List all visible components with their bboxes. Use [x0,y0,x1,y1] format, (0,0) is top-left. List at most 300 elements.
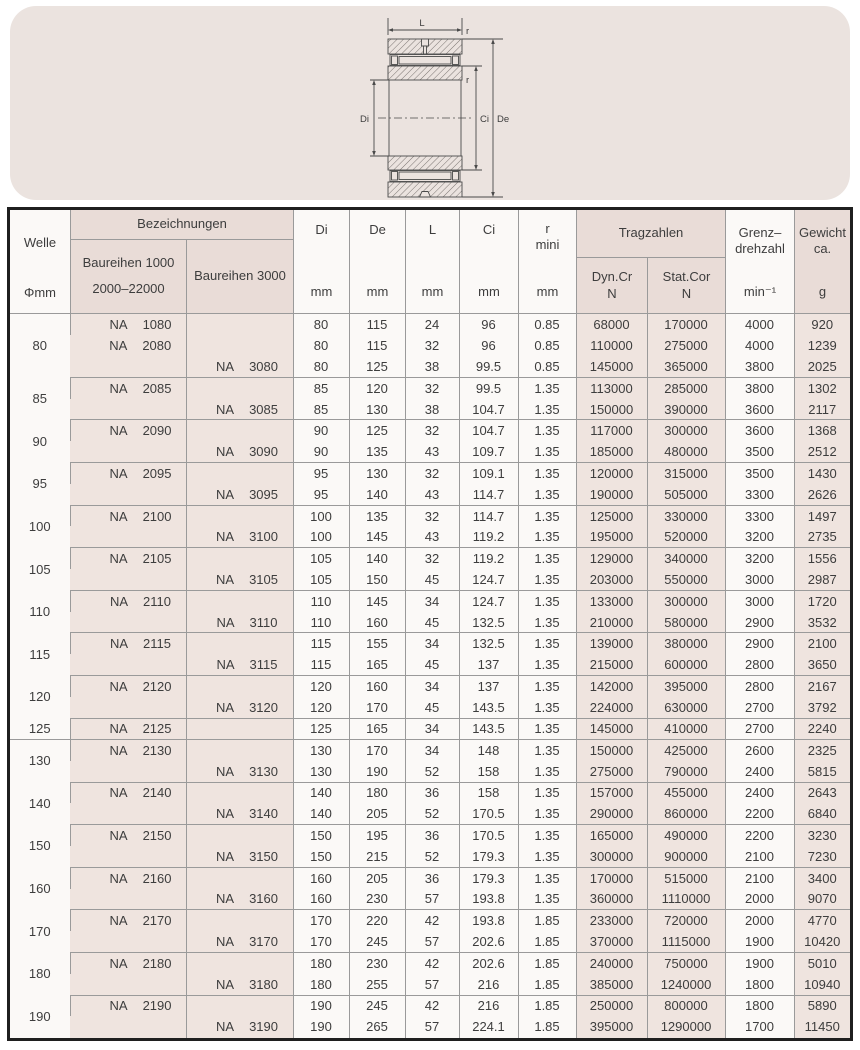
r-cell: 1.85 [518,995,576,1016]
bearing-code: 3095 [249,486,278,502]
diagram-label-r-inner: r [466,75,470,86]
dyn-cell: 370000 [576,931,647,952]
table-body [10,313,850,1038]
gewicht-cell: 1368 [794,420,850,441]
l-cell: 34 [405,718,459,739]
dyn-cell: 113000 [576,377,647,398]
b3000-cell [186,505,293,526]
l-cell: 45 [405,569,459,590]
de-cell: 120 [349,377,405,398]
l-cell: 24 [405,314,459,335]
b1000-cell [70,590,186,611]
stat-cell: 800000 [647,995,725,1016]
stat-cell: 340000 [647,548,725,569]
stat-cell: 720000 [647,910,725,931]
series-prefix: NA [109,742,128,758]
b3000-cell [186,761,293,782]
welle-cell: 140 [28,795,51,811]
gewicht-cell: 2987 [794,569,850,590]
welle-cell: 105 [28,561,51,577]
b1000-cell [70,356,186,377]
series-prefix: NA [109,551,128,567]
r-cell: 1.35 [518,846,576,867]
table-row [10,782,850,803]
di-cell: 100 [293,505,349,526]
de-cell: 265 [349,1016,405,1037]
bearing-code: 2180 [142,955,172,971]
b1000-cell [70,867,186,888]
b3000-cell [186,782,293,803]
bearing-code: 3180 [249,976,278,992]
de-cell: 230 [349,889,405,910]
ci-cell: 158 [459,761,518,782]
di-cell: 125 [293,718,349,739]
bearing-code: 2125 [142,721,172,737]
series-prefix: NA [216,657,235,673]
b3000-cell [186,889,293,910]
gewicht-cell: 2735 [794,526,850,547]
bearing-cross-section-diagram [356,10,516,202]
b3000-cell [186,697,293,718]
b1000-cell [70,654,186,675]
grenz-cell: 3600 [725,399,794,420]
de-cell: 205 [349,867,405,888]
de-cell: 115 [349,335,405,356]
b1000-cell [70,782,186,803]
r-cell: 1.35 [518,463,576,484]
di-cell: 115 [293,654,349,675]
de-cell: 170 [349,697,405,718]
di-cell: 80 [293,356,349,377]
de-cell: 180 [349,782,405,803]
gewicht-cell: 1430 [794,463,850,484]
dyn-cell: 240000 [576,952,647,973]
b3000-cell [186,463,293,484]
series-prefix: NA [109,678,128,694]
de-cell: 230 [349,952,405,973]
b1000-cell [70,612,186,633]
stat-cell: 480000 [647,441,725,462]
grenz-cell: 2100 [725,846,794,867]
welle-cell: 160 [28,881,51,897]
table-header [10,210,850,313]
welle-cell: 110 [29,604,51,620]
welle-cell: 180 [28,966,51,982]
series-prefix: NA [109,508,128,524]
b3000-cell [186,867,293,888]
b1000-cell [70,484,186,505]
b1000-cell [70,718,186,739]
stat-cell: 170000 [647,314,725,335]
di-cell: 120 [293,676,349,697]
ci-cell: 119.2 [459,548,518,569]
de-cell: 130 [349,399,405,420]
di-cell: 180 [293,952,349,973]
ci-cell: 193.8 [459,889,518,910]
b1000-cell [70,974,186,995]
l-cell: 32 [405,335,459,356]
dyn-cell: 145000 [576,356,647,377]
gewicht-cell: 1720 [794,590,850,611]
l-cell: 36 [405,867,459,888]
table-row [10,420,850,441]
welle-cell: 115 [29,646,51,662]
bearing-code: 2130 [142,742,172,758]
de-cell: 155 [349,633,405,654]
de-cell: 245 [349,931,405,952]
di-cell: 190 [293,1016,349,1037]
ci-cell: 114.7 [459,505,518,526]
b3000-cell [186,910,293,931]
b1000-cell [70,910,186,931]
di-cell: 170 [293,931,349,952]
b3000-cell [186,825,293,846]
stat-cell: 300000 [647,420,725,441]
welle-cell: 190 [28,1008,51,1024]
ci-cell: 132.5 [459,633,518,654]
b1000-cell [70,548,186,569]
gewicht-cell: 2167 [794,676,850,697]
de-cell: 125 [349,420,405,441]
di-cell: 115 [293,633,349,654]
b1000-cell [70,1016,186,1037]
b3000-cell [186,356,293,377]
di-cell: 190 [293,995,349,1016]
ci-cell: 158 [459,782,518,803]
table-row [10,633,850,654]
stat-cell: 1110000 [647,889,725,910]
stat-cell: 425000 [647,739,725,760]
table-row [10,676,850,697]
gewicht-cell: 3230 [794,825,850,846]
di-cell: 85 [293,399,349,420]
gewicht-cell: 920 [794,314,850,335]
ci-cell: 179.3 [459,867,518,888]
di-cell: 130 [293,761,349,782]
stat-cell: 790000 [647,761,725,782]
b1000-cell [70,676,186,697]
de-cell: 160 [349,612,405,633]
series-prefix: NA [216,358,235,374]
diagram-label-di: Di [360,114,369,125]
l-cell: 42 [405,910,459,931]
gewicht-cell: 3792 [794,697,850,718]
series-prefix: NA [216,699,235,715]
series-prefix: NA [109,913,128,929]
ci-cell: 109.1 [459,463,518,484]
b1000-cell [70,739,186,760]
table-row [10,441,850,462]
l-cell: 45 [405,654,459,675]
gewicht-cell: 1497 [794,505,850,526]
l-cell: 57 [405,974,459,995]
bearing-code: 2100 [142,508,172,524]
r-cell: 1.85 [518,974,576,995]
de-cell: 165 [349,654,405,675]
series-prefix: NA [109,423,128,439]
r-cell: 1.35 [518,889,576,910]
series-prefix: NA [216,401,235,417]
diagram-label-r-top: r [466,26,470,37]
table-row [10,654,850,675]
di-cell: 150 [293,846,349,867]
series-prefix: NA [109,998,128,1014]
table-row [10,356,850,377]
series-prefix: NA [216,529,235,545]
di-cell: 110 [293,590,349,611]
ci-cell: 143.5 [459,697,518,718]
grenz-cell: 2200 [725,825,794,846]
stat-cell: 630000 [647,697,725,718]
bearing-data-table [7,207,853,1041]
di-cell: 80 [293,335,349,356]
b3000-cell [186,420,293,441]
de-cell: 125 [349,356,405,377]
b1000-cell [70,569,186,590]
r-cell: 1.35 [518,548,576,569]
de-cell: 145 [349,590,405,611]
bearing-code: 2110 [143,593,172,609]
r-cell: 1.85 [518,910,576,931]
table-row [10,846,850,867]
l-cell: 57 [405,1016,459,1037]
stat-cell: 330000 [647,505,725,526]
di-cell: 95 [293,484,349,505]
r-cell: 1.85 [518,1016,576,1037]
l-cell: 36 [405,825,459,846]
b1000-cell [70,463,186,484]
r-cell: 1.35 [518,484,576,505]
grenz-cell: 1900 [725,952,794,973]
table-row [10,505,850,526]
l-cell: 32 [405,505,459,526]
ci-cell: 170.5 [459,803,518,824]
ci-cell: 216 [459,974,518,995]
grenz-cell: 2700 [725,718,794,739]
bearing-code: 3130 [249,763,278,779]
r-cell: 1.35 [518,526,576,547]
l-cell: 43 [405,526,459,547]
bearing-code: 1080 [142,316,172,332]
de-cell: 245 [349,995,405,1016]
ci-cell: 202.6 [459,952,518,973]
series-prefix: NA [216,891,235,907]
grenz-cell: 3500 [725,441,794,462]
di-cell: 140 [293,803,349,824]
bearing-code: 2105 [142,551,172,567]
table-row [10,952,850,973]
dyn-cell: 139000 [576,633,647,654]
gewicht-cell: 2100 [794,633,850,654]
col-header-tragzahlen: Tragzahlen [576,210,725,258]
dyn-cell: 120000 [576,463,647,484]
gewicht-cell: 2025 [794,356,850,377]
di-cell: 80 [293,314,349,335]
gewicht-cell: 10420 [794,931,850,952]
de-cell: 115 [349,314,405,335]
grenz-cell: 2400 [725,761,794,782]
table-row [10,931,850,952]
de-cell: 165 [349,718,405,739]
bearing-code: 3115 [249,657,278,673]
bearing-code: 2190 [142,998,172,1014]
col-header-gewicht: Gewicht ca. g [794,210,850,313]
welle-cell: 95 [32,476,47,492]
welle-cell: 100 [28,518,51,534]
l-cell: 36 [405,782,459,803]
grenz-cell: 2400 [725,782,794,803]
grenz-cell: 3300 [725,484,794,505]
dyn-cell: 185000 [576,441,647,462]
b1000-cell [70,441,186,462]
dyn-cell: 395000 [576,1016,647,1037]
dyn-cell: 170000 [576,867,647,888]
diagram-label-ci: Ci [480,114,489,125]
bearing-code: 3120 [249,699,278,715]
col-header-r-mini: r mini mm [518,210,576,313]
grenz-cell: 3500 [725,463,794,484]
de-cell: 220 [349,910,405,931]
ci-cell: 124.7 [459,569,518,590]
gewicht-cell: 4770 [794,910,850,931]
table-row [10,314,850,335]
de-cell: 150 [349,569,405,590]
r-cell: 1.35 [518,399,576,420]
series-prefix: NA [109,636,129,652]
l-cell: 32 [405,463,459,484]
l-cell: 52 [405,846,459,867]
welle-cell: 150 [28,838,51,854]
table-row [10,910,850,931]
ci-cell: 148 [459,739,518,760]
l-cell: 45 [405,612,459,633]
ci-cell: 124.7 [459,590,518,611]
l-cell: 57 [405,889,459,910]
r-cell: 1.85 [518,931,576,952]
b3000-cell [186,931,293,952]
di-cell: 105 [293,548,349,569]
di-cell: 90 [293,441,349,462]
ci-cell: 114.7 [459,484,518,505]
b3000-cell [186,846,293,867]
b3000-cell [186,974,293,995]
table-row [10,974,850,995]
b1000-cell [70,846,186,867]
gewicht-cell: 2240 [794,718,850,739]
bearing-code: 3090 [249,444,278,460]
table-row [10,590,850,611]
de-cell: 255 [349,974,405,995]
stat-cell: 1115000 [647,931,725,952]
welle-cell: 125 [10,718,70,739]
dyn-cell: 203000 [576,569,647,590]
de-cell: 130 [349,463,405,484]
dyn-cell: 195000 [576,526,647,547]
b3000-cell [186,314,293,335]
di-cell: 160 [293,889,349,910]
r-cell: 0.85 [518,356,576,377]
ci-cell: 137 [459,654,518,675]
series-prefix: NA [216,806,235,822]
l-cell: 32 [405,548,459,569]
stat-cell: 550000 [647,569,725,590]
welle-cell: 90 [32,433,47,449]
bearing-code: 2095 [142,465,172,481]
di-cell: 150 [293,825,349,846]
series-prefix: NA [216,934,235,949]
dyn-cell: 215000 [576,654,647,675]
dyn-cell: 275000 [576,761,647,782]
r-cell: 1.35 [518,739,576,760]
table-row [10,697,850,718]
series-prefix: NA [216,976,235,992]
table-row [10,825,850,846]
gewicht-cell: 3400 [794,867,850,888]
l-cell: 42 [405,995,459,1016]
gewicht-cell: 1556 [794,548,850,569]
series-prefix: NA [109,955,128,971]
de-cell: 140 [349,484,405,505]
bearing-code: 2170 [142,913,172,929]
ci-cell: 216 [459,995,518,1016]
bearing-code: 2115 [143,636,172,652]
dyn-cell: 190000 [576,484,647,505]
di-cell: 120 [293,697,349,718]
series-prefix: NA [109,721,128,737]
dyn-cell: 150000 [576,399,647,420]
r-cell: 1.35 [518,718,576,739]
dyn-cell: 110000 [576,335,647,356]
welle-cell: 120 [28,689,51,705]
b1000-cell [70,931,186,952]
bearing-code: 2150 [142,828,172,844]
de-cell: 140 [349,548,405,569]
ci-cell: 96 [459,314,518,335]
bearing-code: 3150 [249,848,278,864]
di-cell: 90 [293,420,349,441]
grenz-cell: 2700 [725,697,794,718]
dyn-cell: 224000 [576,697,647,718]
di-cell: 170 [293,910,349,931]
diagram-panel [10,6,850,200]
di-cell: 110 [293,612,349,633]
table-row [10,548,850,569]
col-header-di: Di mm [293,210,349,313]
col-header-grenzdrehzahl: Grenz– drehzahl min⁻¹ [725,210,794,313]
gewicht-cell: 11450 [794,1016,850,1037]
de-cell: 190 [349,761,405,782]
di-cell: 85 [293,377,349,398]
stat-cell: 580000 [647,612,725,633]
grenz-cell: 1800 [725,974,794,995]
grenz-cell: 4000 [725,314,794,335]
di-cell: 105 [293,569,349,590]
b3000-cell [186,335,293,356]
b3000-cell [186,995,293,1016]
gewicht-cell: 2512 [794,441,850,462]
b3000-cell [186,526,293,547]
table-row [10,335,850,356]
dyn-cell: 157000 [576,782,647,803]
table-row [10,1016,850,1037]
diagram-label-l: L [419,18,425,29]
grenz-cell: 2900 [725,612,794,633]
gewicht-cell: 7230 [794,846,850,867]
b3000-cell [186,548,293,569]
r-cell: 1.35 [518,654,576,675]
table-row [10,803,850,824]
stat-cell: 860000 [647,803,725,824]
